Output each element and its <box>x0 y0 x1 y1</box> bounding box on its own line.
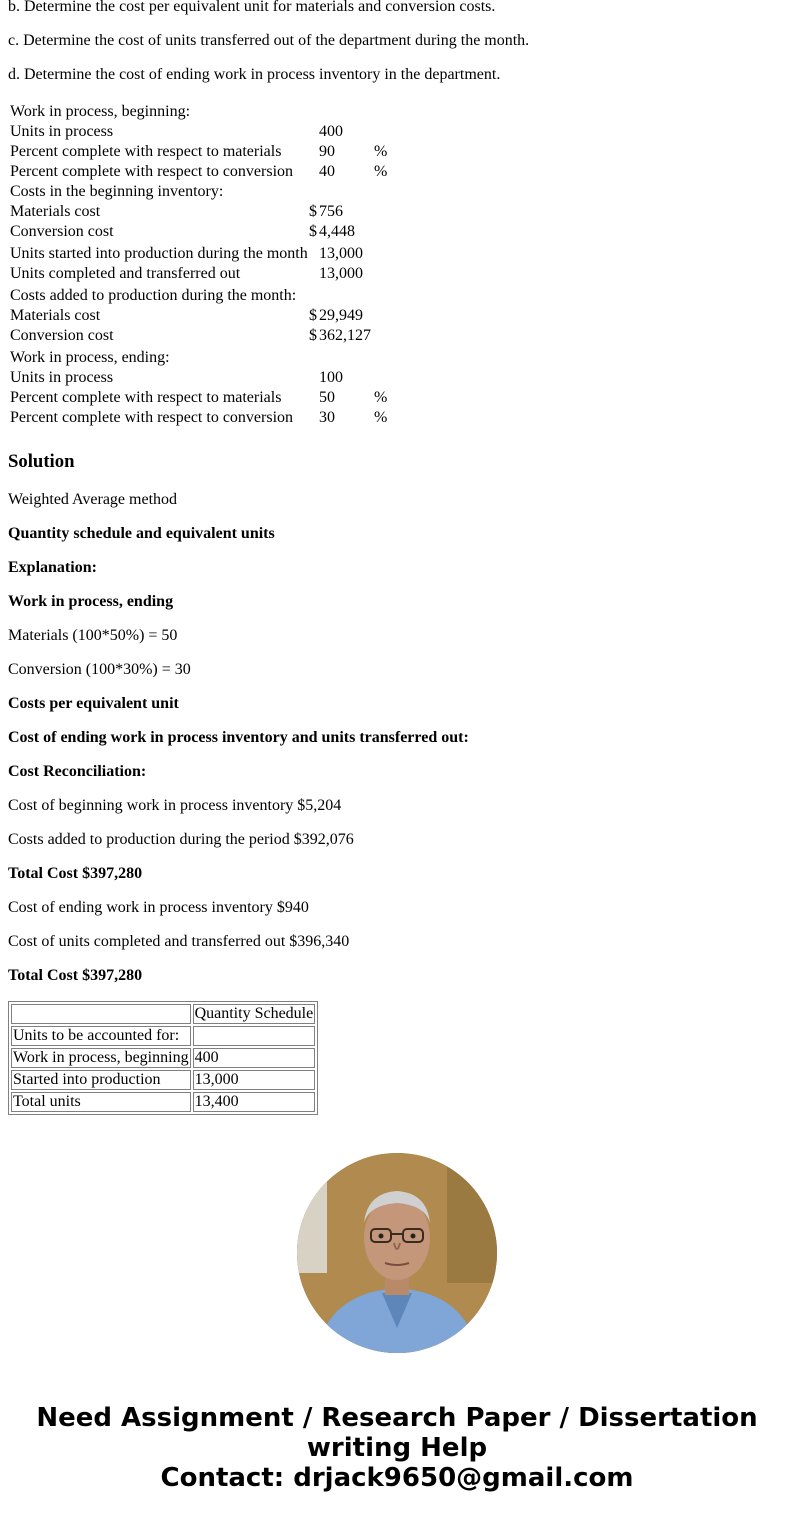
table-cell: Units to be accounted for: <box>11 1026 191 1046</box>
table-cell: Total units <box>11 1092 191 1112</box>
percent-sign: % <box>374 389 388 406</box>
dollar-sign: $ <box>309 327 317 344</box>
units-completed-label: Units completed and transferred out <box>10 265 241 282</box>
table-row <box>11 1048 315 1068</box>
question-c: c. Determine the cost of units transferred out of the department during the month. <box>8 32 530 49</box>
table-row <box>11 1070 315 1090</box>
wip-ending-subheading: Work in process, ending <box>8 593 174 610</box>
pct-materials-label: Percent complete with respect to materials <box>10 143 282 160</box>
table-cell: Started into production <box>11 1070 191 1090</box>
materials-cost-label: Materials cost <box>10 203 101 220</box>
costs-added-period: Costs added to production during the period $392,076 <box>8 831 354 848</box>
materials-calculation: Materials (100*50%) = 50 <box>8 627 178 644</box>
conversion-cost-begin-value: 4,448 <box>319 223 355 240</box>
author-avatar <box>297 1153 497 1353</box>
table-row <box>11 1092 315 1112</box>
method-text: Weighted Average method <box>8 491 178 508</box>
question-d: d. Determine the cost of ending work in process inventory in the department. <box>8 66 501 83</box>
wip-beginning-heading: Work in process, beginning: <box>10 103 191 120</box>
cost-beginning-wip: Cost of beginning work in process inventory $5,204 <box>8 797 342 814</box>
materials-cost-begin-value: 756 <box>319 203 343 220</box>
pct-conversion-label: Percent complete with respect to conversion <box>10 163 294 180</box>
table-cell: 400 <box>193 1048 316 1068</box>
conversion-calculation: Conversion (100*30%) = 30 <box>8 661 191 678</box>
cost-reconciliation-heading: Cost Reconciliation: <box>8 763 147 780</box>
materials-cost-added-value: 29,949 <box>319 307 363 324</box>
cost-per-eu-heading: Costs per equivalent unit <box>8 695 179 712</box>
table-cell: Work in process, beginning <box>13 1049 189 1066</box>
percent-sign: % <box>374 143 388 160</box>
total-cost-second: Total Cost $397,280 <box>8 967 143 984</box>
table-header-row <box>11 1004 315 1024</box>
table-header-cell: Quantity Schedule <box>194 1005 314 1022</box>
dollar-sign: $ <box>309 223 317 240</box>
footer-promo <box>0 1403 794 1493</box>
pct-materials-label: Percent complete with respect to materials <box>10 389 282 406</box>
pct-conversion-begin-value: 40 <box>319 163 335 180</box>
quantity-schedule-table <box>8 1001 318 1115</box>
materials-cost-label: Materials cost <box>10 307 101 324</box>
conversion-cost-label: Conversion cost <box>10 327 114 344</box>
units-completed-value: 13,000 <box>319 265 363 282</box>
units-in-process-end-value: 100 <box>319 369 343 386</box>
cost-ending-heading: Cost of ending work in process inventory and units transferred out: <box>8 729 469 746</box>
pct-conversion-end-value: 30 <box>319 409 335 426</box>
pct-materials-end-value: 50 <box>319 389 335 406</box>
percent-sign: % <box>374 409 388 426</box>
explanation-heading: Explanation: <box>8 559 97 576</box>
dollar-sign: $ <box>309 203 317 220</box>
wip-ending-heading: Work in process, ending: <box>10 349 170 366</box>
pct-conversion-label: Percent complete with respect to conversion <box>10 409 294 426</box>
footer-line-1: Need Assignment / Research Paper / Dissertation <box>36 1403 758 1433</box>
cost-transferred-out: Cost of units completed and transferred out $396,340 <box>8 933 350 950</box>
units-in-process-begin-value: 400 <box>319 123 343 140</box>
author-portrait-image <box>297 1153 497 1353</box>
costs-added-heading: Costs added to production during the month: <box>10 287 297 304</box>
table-row <box>11 1026 315 1046</box>
units-in-process-label: Units in process <box>10 123 114 140</box>
solution-title: Solution <box>8 451 75 472</box>
dollar-sign: $ <box>309 307 317 324</box>
quantity-schedule-heading: Quantity schedule and equivalent units <box>8 525 275 542</box>
costs-beginning-heading: Costs in the beginning inventory: <box>10 183 224 200</box>
units-in-process-label: Units in process <box>10 369 114 386</box>
footer-contact-line: Contact: drjack9650@gmail.com <box>160 1463 634 1493</box>
table-cell <box>193 1026 316 1046</box>
percent-sign: % <box>374 163 388 180</box>
footer-line-2: writing Help <box>306 1433 488 1463</box>
conversion-cost-added-value: 362,127 <box>319 327 371 344</box>
conversion-cost-label: Conversion cost <box>10 223 114 240</box>
question-b: b. Determine the cost per equivalent unit for materials and conversion costs. <box>8 0 496 15</box>
table-header-cell <box>11 1004 191 1024</box>
units-started-label: Units started into production during the month <box>10 245 308 262</box>
table-cell: 13,400 <box>193 1092 316 1112</box>
units-started-value: 13,000 <box>319 245 363 262</box>
cost-ending-wip: Cost of ending work in process inventory $940 <box>8 899 309 916</box>
table-cell: 13,000 <box>193 1070 316 1090</box>
total-cost-first: Total Cost $397,280 <box>8 865 143 882</box>
pct-materials-begin-value: 90 <box>319 143 335 160</box>
